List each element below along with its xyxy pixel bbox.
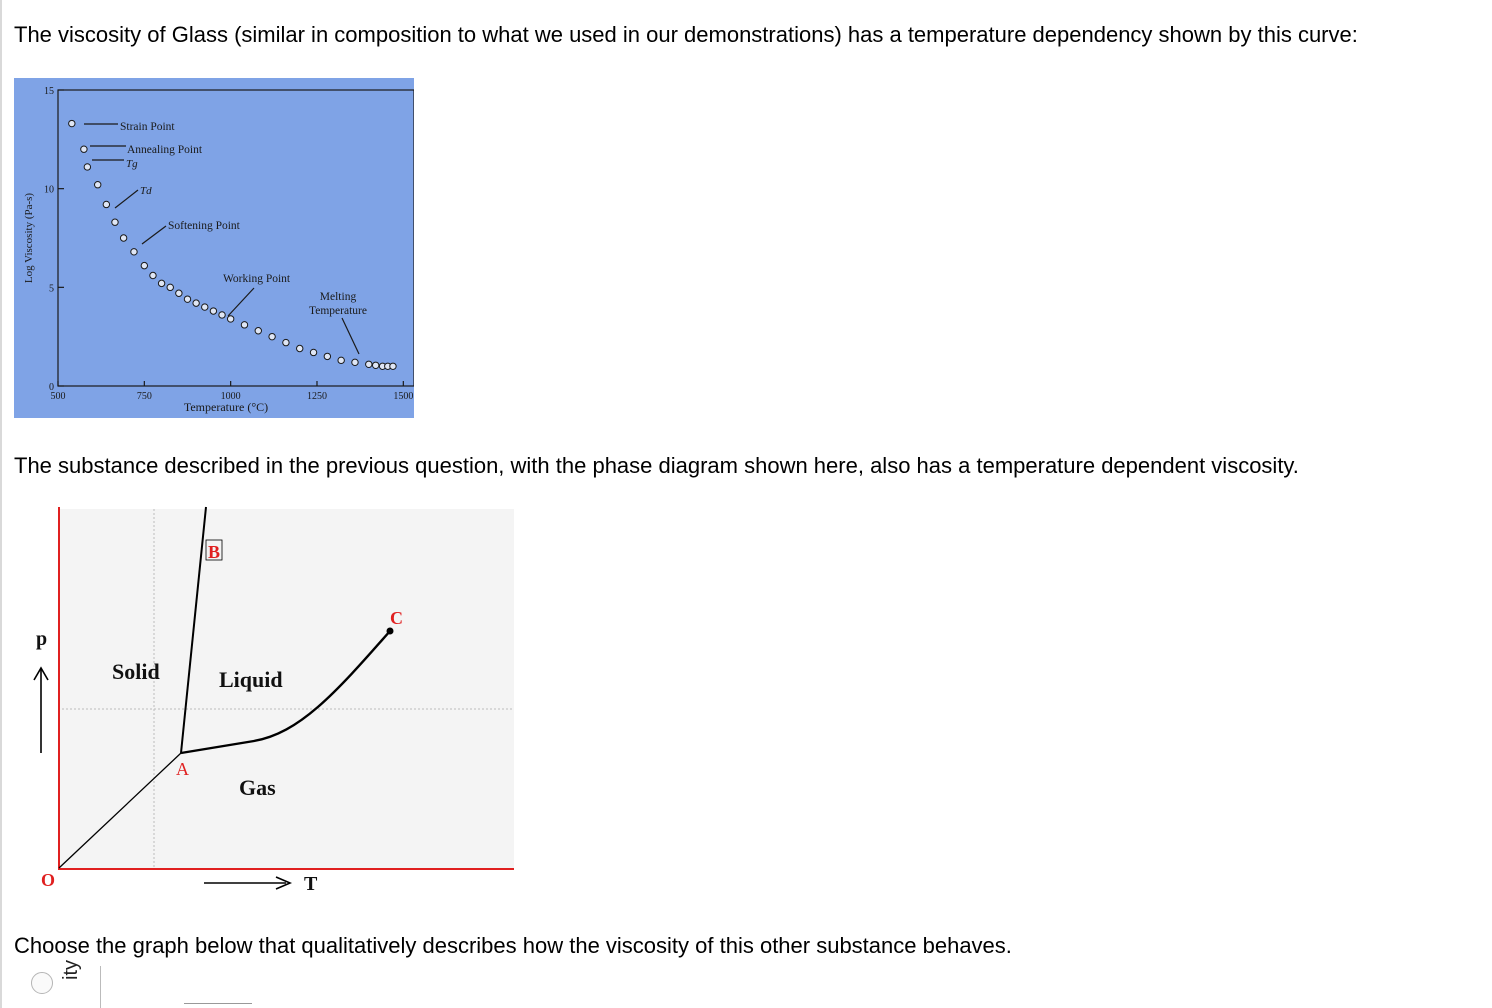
data-point — [269, 333, 275, 339]
data-point — [297, 345, 303, 351]
option-graph-ylabel: ity — [60, 960, 82, 980]
data-point — [112, 219, 118, 225]
question-intro-text: The viscosity of Glass (similar in composition to what we used in our demonstrations) has a temperature dependency shown by this curve: — [14, 22, 1358, 47]
origin-label: O — [41, 870, 56, 890]
solid-region-label: Solid — [112, 659, 160, 684]
data-point — [390, 363, 396, 369]
data-point — [352, 359, 358, 365]
softening-point-label: Softening Point — [168, 220, 240, 232]
data-point — [176, 290, 182, 296]
x-tick-label: 1250 — [306, 391, 327, 402]
data-point — [150, 272, 156, 278]
x-tick-label: 750 — [136, 391, 152, 402]
question-middle-text: The substance described in the previous question, with the phase diagram shown here, also has a temperature dependent viscosity. — [14, 453, 1299, 478]
chart-background — [14, 78, 414, 418]
data-point — [167, 284, 173, 290]
data-point — [310, 349, 316, 355]
glass-viscosity-chart — [14, 78, 414, 418]
data-point — [283, 339, 289, 345]
data-point — [120, 235, 126, 241]
page-left-border — [0, 0, 2, 1008]
phase-diagram-svg — [24, 505, 516, 890]
x-axis-label: Temperature (°C) — [183, 400, 269, 414]
point-c-label: C — [390, 608, 403, 628]
data-point — [219, 312, 225, 318]
data-point — [324, 353, 330, 359]
answer-option-radio-1[interactable] — [31, 972, 53, 994]
data-point — [366, 361, 372, 367]
p-axis-label: p — [36, 628, 48, 650]
liquid-region-label: Liquid — [219, 667, 283, 692]
data-point — [141, 262, 147, 268]
data-point — [158, 280, 164, 286]
data-point — [84, 164, 90, 170]
y-tick-label: 0 — [49, 382, 54, 393]
data-point — [210, 308, 216, 314]
data-point — [103, 201, 109, 207]
melting-label-line1: Melting — [319, 291, 357, 303]
glass-chart-svg — [14, 78, 414, 418]
critical-point-dot — [387, 628, 394, 635]
y-tick-label: 15 — [44, 86, 54, 97]
data-point — [193, 300, 199, 306]
strain-point-label: Strain Point — [120, 121, 175, 133]
diagram-background — [58, 509, 514, 869]
option-graph-line — [184, 1003, 252, 1004]
point-b-label: B — [208, 542, 221, 562]
x-tick-label: 500 — [50, 391, 66, 402]
data-point — [184, 296, 190, 302]
x-tick-label: 1500 — [393, 391, 414, 402]
tg-label: Tg — [126, 158, 138, 170]
question-prompt-text: Choose the graph below that qualitatively describes how the viscosity of this other substance behaves. — [14, 933, 1012, 958]
data-point — [241, 322, 247, 328]
data-point — [131, 249, 137, 255]
data-point — [69, 120, 75, 126]
y-tick-label: 5 — [49, 283, 54, 295]
data-point — [227, 316, 233, 322]
gas-region-label: Gas — [239, 775, 276, 800]
data-point — [338, 357, 344, 363]
data-point — [202, 304, 208, 310]
melting-label-line2: Temperature — [309, 305, 367, 317]
phase-diagram — [24, 505, 516, 890]
working-point-label: Working Point — [223, 273, 291, 285]
t-axis-label: T — [304, 873, 318, 890]
data-point — [81, 146, 87, 152]
data-point — [255, 328, 261, 334]
point-a-label: A — [176, 759, 189, 779]
y-tick-label: 10 — [44, 184, 54, 196]
data-point — [95, 182, 101, 188]
x-tick-label: 1000 — [220, 391, 241, 402]
annealing-point-label: Annealing Point — [127, 144, 203, 156]
option-graph-axis — [100, 966, 101, 1008]
y-axis-label: Log Viscosity (Pa-s) — [23, 192, 35, 284]
td-label: Td — [140, 185, 152, 197]
data-point — [372, 362, 378, 368]
